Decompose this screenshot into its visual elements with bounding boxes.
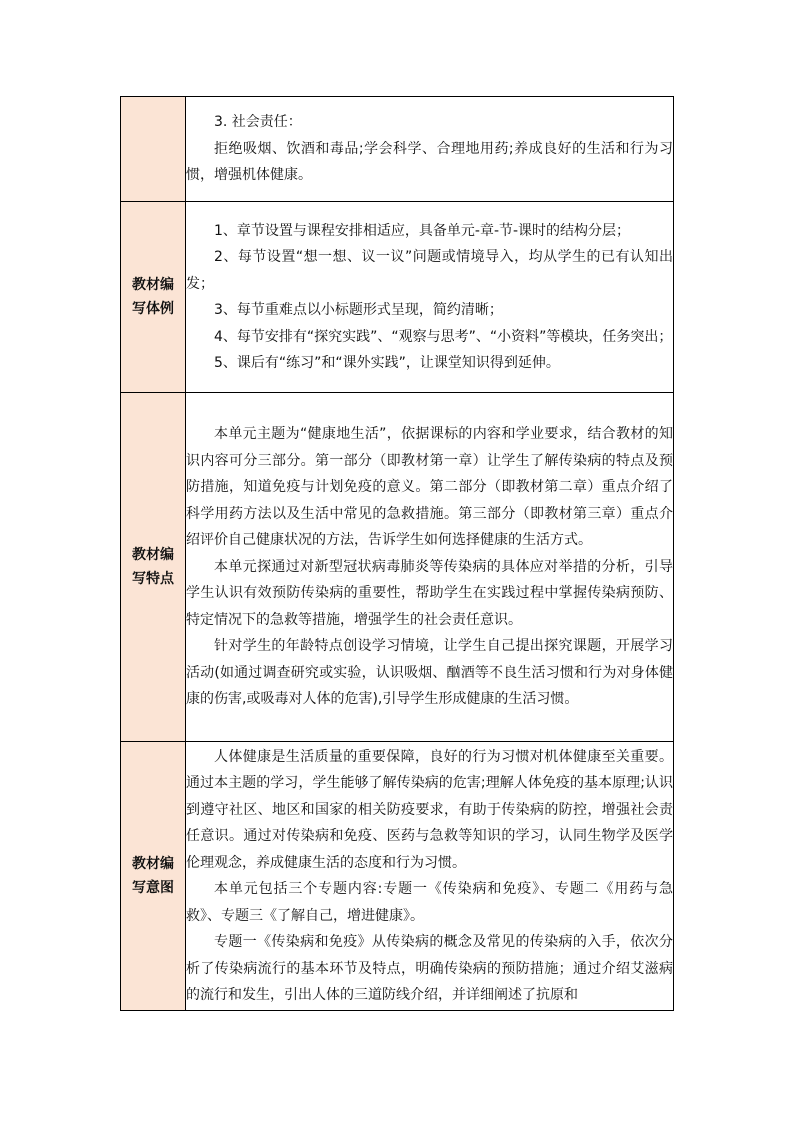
row-label-line-1: 教材编 [132, 856, 174, 872]
paragraph: 1、章节设置与课程安排相适应，具备单元-章-节-课时的结构分层； [214, 222, 631, 239]
paragraph: 4、每节安排有“探究实践”、“观察与思考”、“小资料”等模块，任务突出； [214, 328, 673, 345]
row-content-cell [186, 202, 674, 393]
table-row-textbook-style [121, 202, 674, 393]
row-label-cell [121, 202, 186, 393]
paragraph: 本单元包括三个专题内容:专题一《传染病和免疫》、专题二《用药与急救》、专题三《了解自己，增进健康》。 [186, 881, 673, 924]
table-row-textbook-features [121, 393, 674, 742]
paragraph: 专题一《传染病和免疫》从传染病的概念及常见的传染病的入手，依次分析了传染病流行的基本环节及特点，明确传染病的预防措施；通过介绍艾滋病的流行和发生，引出人体的三道防线介绍，并详细阐述了抗原和 [186, 934, 673, 1003]
row-label-line-2: 写特点 [132, 571, 174, 587]
paragraph: 3、每节重难点以小标题形式呈现，简约清晰； [214, 302, 503, 318]
paragraph: 5、课后有“练习”和“课外实践”，让课堂知识得到延伸。 [214, 355, 560, 371]
paragraph: 2、每节设置“想一想、议一议”问题或情境导入，均从学生的已有认知出发； [186, 249, 673, 292]
row-label-cell [121, 393, 186, 742]
row-label-line-1: 教材编 [132, 277, 174, 293]
paragraph: 针对学生的年龄特点创设学习情境，让学生自己提出探究课题，开展学习活动(如通过调查研究或实验，认识吸烟、酗酒等不良生活习惯和行为对身体健康的伤害,或吸毒对人体的危害),引导学生形成健康的生活习惯。 [186, 638, 673, 708]
row-label-line-2: 写体例 [132, 301, 174, 317]
paragraph: 人体健康是生活质量的重要保障，良好的行为习惯对机体健康至关重要。通过本主题的学习，学生能够了解传染病的危害;理解人体免疫的基本原理;认识到遵守社区、地区和国家的相关防疫要求，有助于传染病的防控，增强社会责任意识。通过对传染病和免疫、医药与急救等知识的学习，认同生物学及医学伦理观念，养成健康生活的态度和行为习惯。 [186, 748, 673, 871]
table-row-social-responsibility [121, 97, 674, 202]
row-label-line-2: 写意图 [132, 880, 174, 896]
paragraph: 拒绝吸烟、饮酒和毒品;学会科学、合理地用药;养成良好的生活和行为习惯，增强机体健康。 [186, 140, 673, 184]
table-row-textbook-intent [121, 742, 674, 1011]
document-table [120, 96, 674, 1011]
paragraph: 3. 社会责任： [214, 114, 302, 131]
paragraph: 本单元探通过对新型冠状病毒肺炎等传染病的具体应对举措的分析，引导学生认识有效预防传染病的重要性，帮助学生在实践过程中掌握传染病预防、特定情况下的急救等措施，增强学生的社会责任意识。 [186, 558, 673, 628]
row-label-cell [121, 97, 186, 202]
row-label-cell [121, 742, 186, 1011]
row-content-cell [186, 393, 674, 742]
row-content-cell [186, 97, 674, 202]
row-label-line-1: 教材编 [132, 547, 174, 563]
row-content-cell [186, 742, 674, 1011]
paragraph: 本单元主题为“健康地生活”，依据课标的内容和学业要求，结合教材的知识内容可分三部分。第一部分（即教材第一章）让学生了解传染病的特点及预防措施，知道免疫与计划免疫的意义。第二部分（即教材第二章）重点介绍了科学用药方法以及生活中常见的急救措施。第三部分（即教材第三章）重点介绍评价自己健康状况的方法，告诉学生如何选择健康的生活方式。 [186, 426, 673, 549]
